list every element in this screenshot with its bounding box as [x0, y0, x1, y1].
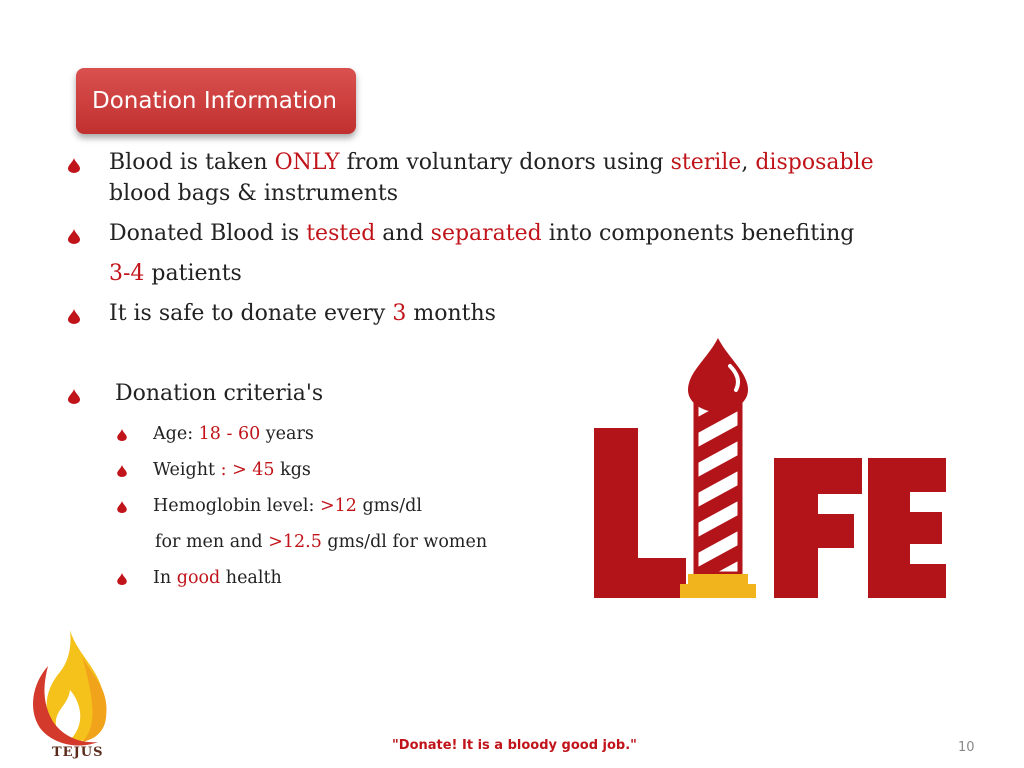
bullet-text: Donation criteria's — [115, 381, 324, 406]
bullet-text: Blood is taken — [109, 150, 275, 175]
slide-title — [76, 68, 356, 134]
criteria-label: for men and — [155, 532, 269, 552]
criteria-label: Weight — [153, 460, 221, 480]
blood-drop-bullet-icon — [68, 389, 80, 404]
criteria-unit: gms/dl — [356, 496, 422, 516]
criteria-label: In — [153, 568, 177, 588]
criteria-value: >12.5 — [268, 532, 322, 552]
highlight-text: separated — [430, 221, 542, 246]
criteria-unit: years — [260, 424, 314, 444]
criteria-health — [153, 568, 282, 588]
bullet-text: blood bags & instruments — [109, 181, 399, 206]
blood-drop-bullet-icon — [68, 229, 80, 244]
criteria-value: >12 — [319, 496, 357, 516]
criteria-hemoglobin-women — [155, 532, 487, 552]
footer-quote: "Donate! It is a bloody good job." — [392, 738, 637, 753]
blood-drop-sub-bullet-icon — [117, 501, 127, 513]
tejus-logo-text: TEJUS — [52, 745, 104, 760]
blood-drop-sub-bullet-icon — [117, 429, 127, 441]
criteria-label: Age: — [153, 424, 199, 444]
blood-drop-bullet-icon — [68, 158, 80, 173]
criteria-label: Hemoglobin level: — [153, 496, 320, 516]
bullet-voluntary-donors — [109, 150, 874, 175]
bullet-text: months — [406, 301, 496, 326]
criteria-age — [153, 424, 314, 444]
highlight-text: ONLY — [274, 150, 340, 175]
bullet-text: and — [375, 221, 431, 246]
letter-l — [594, 428, 686, 598]
bullet-donate-frequency — [109, 301, 496, 326]
bullet-continuation — [109, 261, 242, 286]
blood-drop-sub-bullet-icon — [117, 465, 127, 477]
criteria-colon: : — [220, 460, 233, 480]
letter-f — [774, 458, 862, 598]
bullet-text: It is safe to donate every — [109, 301, 393, 326]
highlight-text: disposable — [755, 150, 874, 175]
highlight-text: sterile — [670, 150, 742, 175]
bullet-text: , — [741, 150, 756, 175]
candle-letter-i — [680, 338, 756, 598]
bullet-text: from voluntary donors using — [339, 150, 671, 175]
bullet-text: Donated Blood is — [109, 221, 307, 246]
criteria-value: good — [176, 568, 221, 588]
highlight-text: 3 — [392, 301, 407, 326]
bullet-text: patients — [144, 261, 242, 286]
blood-drop-bullet-icon — [68, 309, 80, 324]
criteria-unit: health — [220, 568, 282, 588]
highlight-text: 3-4 — [109, 261, 145, 286]
criteria-unit: kgs — [274, 460, 311, 480]
criteria-value: 18 - 60 — [198, 424, 261, 444]
life-candle-graphic — [588, 336, 950, 600]
bullet-tested-separated — [109, 221, 854, 246]
bullet-continuation — [109, 181, 398, 206]
page-number: 10 — [958, 740, 975, 755]
slide-title-text: Donation Information — [92, 88, 337, 114]
criteria-weight — [153, 460, 311, 480]
blood-drop-sub-bullet-icon — [117, 573, 127, 585]
criteria-hemoglobin — [153, 496, 422, 516]
bullet-text: into components benefiting — [541, 221, 855, 246]
letter-e — [868, 458, 946, 598]
criteria-unit: gms/dl for women — [321, 532, 488, 552]
highlight-text: tested — [306, 221, 376, 246]
bullet-donation-criteria — [115, 381, 323, 406]
criteria-value: > 45 — [232, 460, 275, 480]
